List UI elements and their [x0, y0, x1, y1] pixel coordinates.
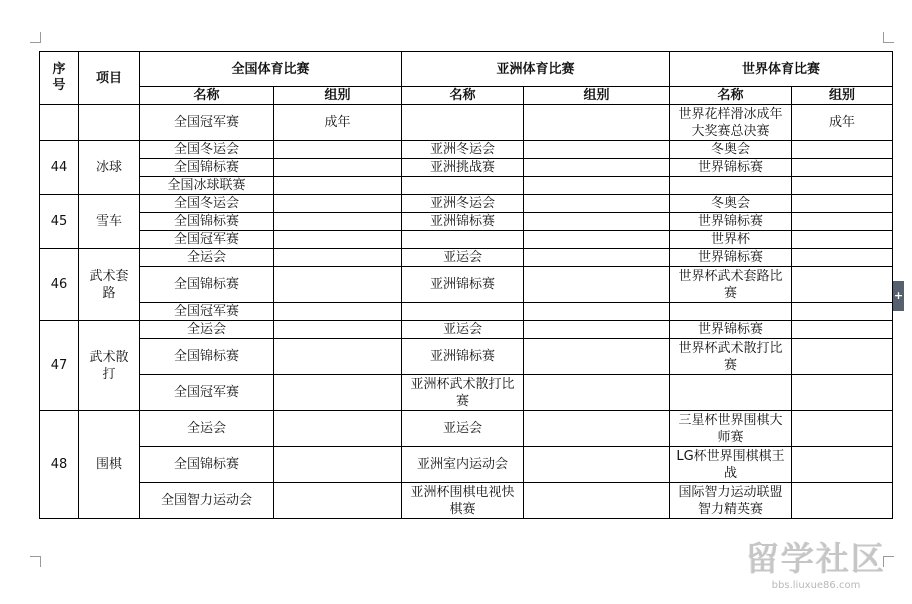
- national-name-cell: 全国锦标赛: [140, 339, 274, 375]
- header-world: 世界体育比赛: [670, 52, 893, 87]
- national-name-cell: 全国冠军赛: [140, 105, 274, 141]
- asian-group-cell: [524, 411, 670, 447]
- national-name-cell: 全国冠军赛: [140, 375, 274, 411]
- national-name-cell: 全国智力运动会: [140, 483, 274, 519]
- national-name-cell: 全国锦标赛: [140, 159, 274, 177]
- item-cell: 围棋: [79, 411, 140, 519]
- seq-cell: 46: [40, 249, 79, 321]
- asian-name-cell: 亚洲冬运会: [402, 195, 524, 213]
- national-group-cell: [274, 411, 402, 447]
- asian-name-cell: [402, 231, 524, 249]
- asian-name-cell: [402, 303, 524, 321]
- world-group-cell: [792, 321, 893, 339]
- table-row: [40, 249, 893, 267]
- national-name-cell: 全国冠军赛: [140, 231, 274, 249]
- national-name-cell: 全国锦标赛: [140, 213, 274, 231]
- national-group-cell: [274, 195, 402, 213]
- asian-name-cell: 亚洲锦标赛: [402, 213, 524, 231]
- world-group-cell: [792, 249, 893, 267]
- header-national-name: 名称: [140, 87, 274, 105]
- national-name-cell: 全运会: [140, 411, 274, 447]
- asian-group-cell: [524, 249, 670, 267]
- world-name-cell: 世界锦标赛: [670, 249, 792, 267]
- table-row: [40, 105, 893, 141]
- world-group-cell: [792, 213, 893, 231]
- crop-mark-top-right: [883, 32, 894, 43]
- asian-group-cell: [524, 213, 670, 231]
- asian-name-cell: 亚洲室内运动会: [402, 447, 524, 483]
- national-group-cell: [274, 177, 402, 195]
- national-group-cell: [274, 483, 402, 519]
- seq-cell: 44: [40, 141, 79, 195]
- world-name-cell: [670, 177, 792, 195]
- asian-group-cell: [524, 375, 670, 411]
- header-world-name: 名称: [670, 87, 792, 105]
- national-name-cell: 全国锦标赛: [140, 267, 274, 303]
- asian-name-cell: 亚洲杯围棋电视快棋赛: [402, 483, 524, 519]
- world-group-cell: [792, 483, 893, 519]
- item-cell: 武术套路: [79, 249, 140, 321]
- asian-name-cell: 亚运会: [402, 321, 524, 339]
- table-row: [40, 483, 893, 519]
- asian-group-cell: [524, 339, 670, 375]
- world-name-cell: [670, 375, 792, 411]
- table-row: [40, 159, 893, 177]
- table-row: [40, 213, 893, 231]
- table-row: [40, 267, 893, 303]
- world-group-cell: [792, 141, 893, 159]
- national-group-cell: [274, 159, 402, 177]
- world-name-cell: 世界花样滑冰成年大奖赛总决赛: [670, 105, 792, 141]
- asian-name-cell: [402, 105, 524, 141]
- world-group-cell: [792, 447, 893, 483]
- national-group-cell: [274, 339, 402, 375]
- national-name-cell: 全国冰球联赛: [140, 177, 274, 195]
- world-name-cell: LG杯世界围棋棋王战: [670, 447, 792, 483]
- world-group-cell: [792, 303, 893, 321]
- world-name-cell: 冬奥会: [670, 195, 792, 213]
- asian-group-cell: [524, 105, 670, 141]
- header-asian-name: 名称: [402, 87, 524, 105]
- table-row: [40, 321, 893, 339]
- table-row: [40, 339, 893, 375]
- asian-group-cell: [524, 483, 670, 519]
- national-name-cell: 全运会: [140, 321, 274, 339]
- world-name-cell: 世界杯: [670, 231, 792, 249]
- asian-group-cell: [524, 159, 670, 177]
- world-group-cell: [792, 339, 893, 375]
- seq-cell: 47: [40, 321, 79, 411]
- item-cell: 冰球: [79, 141, 140, 195]
- world-group-cell: [792, 177, 893, 195]
- asian-name-cell: 亚运会: [402, 411, 524, 447]
- national-group-cell: [274, 231, 402, 249]
- subheader-row: [40, 87, 893, 105]
- asian-name-cell: 亚洲锦标赛: [402, 339, 524, 375]
- national-group-cell: [274, 267, 402, 303]
- table-row: [40, 177, 893, 195]
- asian-name-cell: 亚洲锦标赛: [402, 267, 524, 303]
- national-name-cell: 全国冠军赛: [140, 303, 274, 321]
- world-name-cell: 国际智力运动联盟智力精英赛: [670, 483, 792, 519]
- world-group-cell: [792, 195, 893, 213]
- item-cell: 武术散打: [79, 321, 140, 411]
- asian-name-cell: 亚运会: [402, 249, 524, 267]
- national-name-cell: 全国冬运会: [140, 141, 274, 159]
- world-name-cell: 冬奥会: [670, 141, 792, 159]
- world-name-cell: [670, 303, 792, 321]
- competition-table: [39, 51, 893, 519]
- table-row: [40, 195, 893, 213]
- asian-group-cell: [524, 447, 670, 483]
- table-row: [40, 375, 893, 411]
- asian-group-cell: [524, 267, 670, 303]
- header-row: [40, 52, 893, 87]
- national-name-cell: 全国冬运会: [140, 195, 274, 213]
- header-asian: 亚洲体育比赛: [402, 52, 670, 87]
- national-name-cell: 全国锦标赛: [140, 447, 274, 483]
- world-name-cell: 世界锦标赛: [670, 213, 792, 231]
- national-group-cell: [274, 375, 402, 411]
- world-name-cell: 世界锦标赛: [670, 159, 792, 177]
- watermark-text: 留学社区: [746, 539, 886, 578]
- header-seq: 序号: [40, 52, 79, 105]
- header-asian-group: 组别: [524, 87, 670, 105]
- header-national-group: 组别: [274, 87, 402, 105]
- watermark-logo: [734, 538, 898, 598]
- world-group-cell: [792, 159, 893, 177]
- watermark-url: bbs.liuxue86.com: [771, 580, 861, 591]
- world-name-cell: 三星杯世界围棋大师赛: [670, 411, 792, 447]
- table-row: [40, 141, 893, 159]
- seq-cell: [40, 105, 79, 141]
- asian-name-cell: 亚洲冬运会: [402, 141, 524, 159]
- world-name-cell: 世界杯武术套路比赛: [670, 267, 792, 303]
- asian-name-cell: 亚洲杯武术散打比赛: [402, 375, 524, 411]
- header-item: 项目: [79, 52, 140, 105]
- world-group-cell: [792, 231, 893, 249]
- table-row: [40, 231, 893, 249]
- asian-group-cell: [524, 303, 670, 321]
- asian-group-cell: [524, 321, 670, 339]
- national-group-cell: [274, 249, 402, 267]
- world-group-cell: [792, 375, 893, 411]
- national-group-cell: [274, 141, 402, 159]
- table-row: [40, 447, 893, 483]
- world-group-cell: 成年: [792, 105, 893, 141]
- national-name-cell: 全运会: [140, 249, 274, 267]
- seq-cell: 45: [40, 195, 79, 249]
- header-world-group: 组别: [792, 87, 893, 105]
- national-group-cell: [274, 447, 402, 483]
- national-group-cell: [274, 303, 402, 321]
- national-group-cell: [274, 213, 402, 231]
- world-name-cell: 世界锦标赛: [670, 321, 792, 339]
- world-group-cell: [792, 411, 893, 447]
- asian-group-cell: [524, 141, 670, 159]
- seq-cell: 48: [40, 411, 79, 519]
- table-row: [40, 411, 893, 447]
- asian-group-cell: [524, 231, 670, 249]
- asian-group-cell: [524, 195, 670, 213]
- asian-name-cell: [402, 177, 524, 195]
- asian-group-cell: [524, 177, 670, 195]
- national-group-cell: [274, 321, 402, 339]
- item-cell: [79, 105, 140, 141]
- world-name-cell: 世界杯武术散打比赛: [670, 339, 792, 375]
- national-group-cell: 成年: [274, 105, 402, 141]
- asian-name-cell: 亚洲挑战赛: [402, 159, 524, 177]
- header-national: 全国体育比赛: [140, 52, 402, 87]
- crop-mark-bottom-left: [30, 556, 41, 567]
- item-cell: 雪车: [79, 195, 140, 249]
- table-row: [40, 303, 893, 321]
- crop-mark-top-left: [30, 32, 41, 43]
- expand-tab-button[interactable]: +: [893, 281, 904, 311]
- world-group-cell: [792, 267, 893, 303]
